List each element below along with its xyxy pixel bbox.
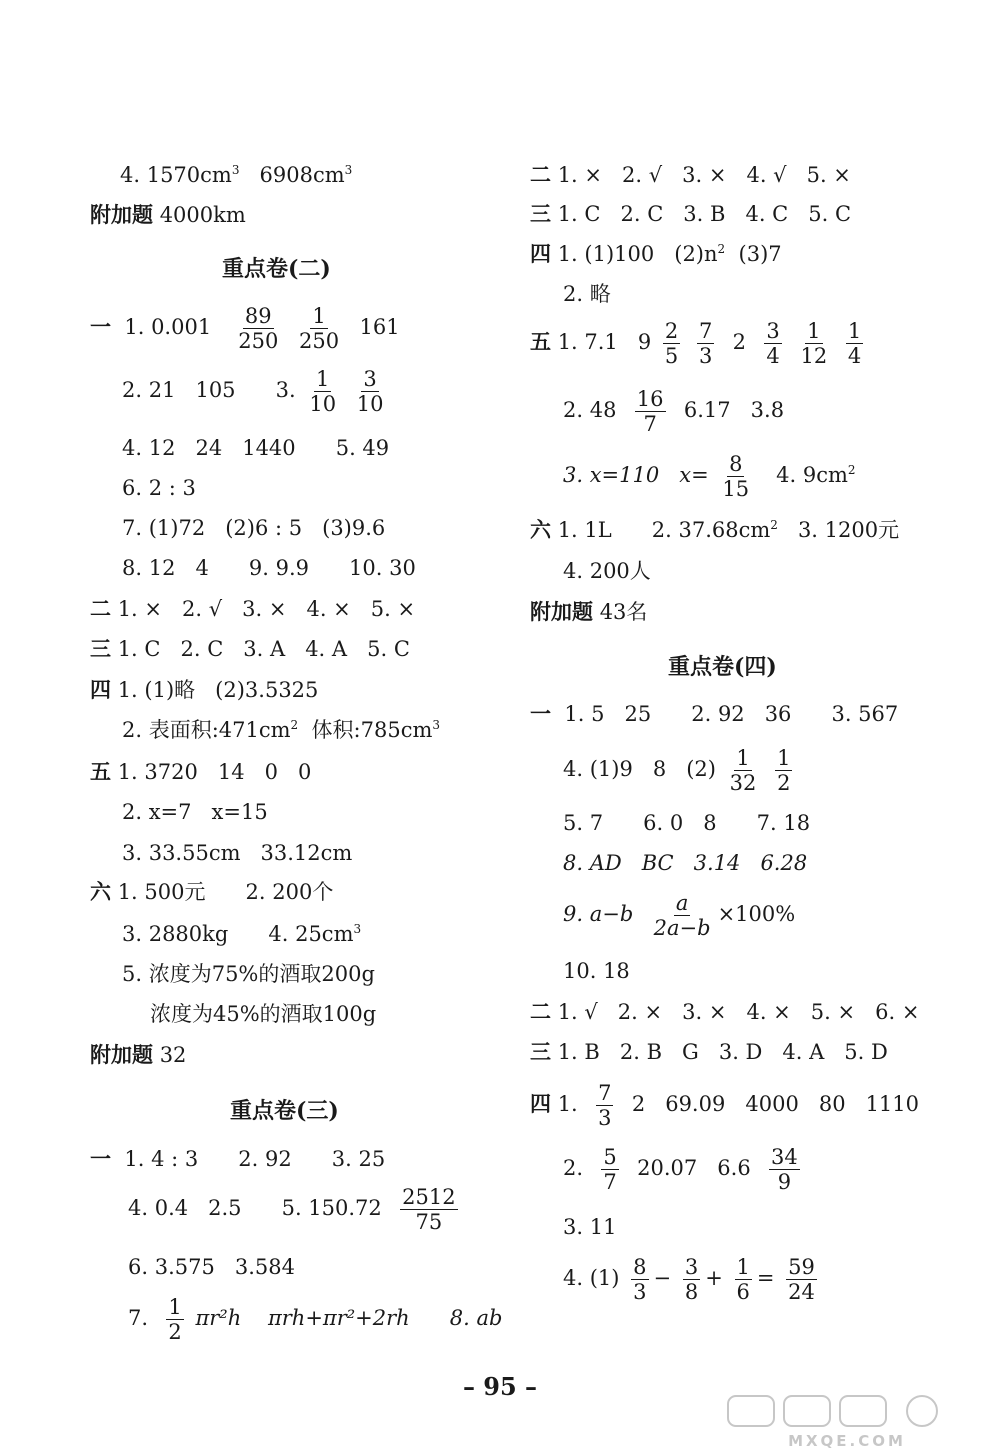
answer-line: 7. (1)72 (2)6 : 5 (3)9.6 (122, 516, 386, 540)
superscript: 2 (770, 518, 778, 532)
answer-text: 1. 0.001 (124, 315, 212, 340)
fraction (846, 320, 863, 367)
section-marker: 一 (90, 1146, 111, 1171)
answer-line (563, 388, 784, 435)
denominator: 4 (766, 344, 780, 369)
numerator: 1 (736, 1255, 750, 1279)
answer-text: 20.07 6.6 (637, 1156, 751, 1181)
fraction (775, 747, 792, 794)
numerator: 3 (684, 1255, 699, 1279)
fraction (355, 368, 386, 415)
superscript: 2 (847, 463, 856, 478)
answer-text: 1. 5 25 2. 92 36 3. 567 (564, 702, 899, 726)
fraction (307, 368, 338, 415)
superscript: 2 (717, 242, 726, 256)
numerator: 7 (698, 319, 713, 343)
answer-line (90, 880, 333, 904)
fraction (601, 1146, 618, 1193)
answer-line: 6. 2 : 3 (122, 476, 196, 500)
answer-line (90, 305, 400, 352)
bonus-line (90, 203, 246, 227)
section-title: 重点卷(四) (668, 654, 777, 680)
answer-text: 2 69.09 4000 80 1110 (631, 1092, 920, 1117)
numerator: 8 (633, 1255, 647, 1279)
denominator: 3 (633, 1280, 647, 1305)
denominator: 7 (643, 412, 657, 437)
denominator: 32 (729, 771, 757, 796)
answer-line: 3. 11 (563, 1215, 617, 1239)
answer-line (128, 1186, 463, 1233)
section-title: 重点卷(三) (230, 1098, 339, 1124)
numerator: 2512 (402, 1185, 456, 1209)
answer-text: 4. 0.4 2.5 5. 150.72 (128, 1196, 382, 1221)
answer-text: 2 (732, 330, 747, 355)
bonus-answer: 4000km (159, 203, 246, 227)
section-marker: 二 (90, 596, 111, 621)
numerator: 34 (771, 1145, 798, 1169)
answer-text: 9. a−b (563, 902, 634, 927)
section-marker: 六 (530, 517, 551, 542)
denominator: 2a−b (653, 916, 711, 941)
denominator: 9 (777, 1170, 792, 1195)
answer-line (122, 922, 361, 946)
denominator: 24 (788, 1280, 815, 1305)
answer-line: 浓度为45%的酒取100g (150, 1002, 377, 1026)
numerator: a (675, 891, 689, 915)
section-marker: 五 (530, 329, 551, 355)
answer-text: 2. (563, 1156, 584, 1181)
watermark-text: MXQE.COM (788, 1432, 906, 1450)
watermark-logo (722, 1392, 972, 1450)
answer-line (530, 163, 851, 187)
superscript: 2 (290, 718, 299, 732)
numerator: 8 (729, 452, 743, 476)
section-marker: 三 (90, 636, 111, 661)
numerator: 3 (766, 319, 780, 343)
answer-line: 6. 3.575 3.584 (128, 1255, 295, 1279)
answer-text: 1. B 2. B G 3. D 4. A 5. D (557, 1040, 888, 1064)
section-marker: 一 (530, 701, 551, 726)
numerator: 1 (312, 304, 326, 328)
fraction (786, 1256, 817, 1303)
answer-text: 2. 48 (563, 398, 617, 423)
superscript: 3 (231, 163, 240, 177)
operator: + (705, 1266, 723, 1291)
fraction (769, 1146, 800, 1193)
denominator: 10 (309, 392, 337, 417)
bonus-label: 附加题 (90, 202, 153, 227)
fraction (400, 1186, 457, 1233)
fraction (663, 320, 680, 367)
answer-text: πr²h πrh+πr²+2rh 8. ab (195, 1306, 503, 1331)
answer-text: 6.17 3.8 (683, 398, 785, 423)
section-title: 重点卷(二) (222, 256, 331, 282)
denominator: 2 (168, 1320, 182, 1345)
fraction (297, 305, 341, 352)
fraction (596, 1082, 613, 1129)
answer-line (563, 892, 795, 939)
operator: − (653, 1266, 672, 1291)
answer-text: 1. (1)100 (2)n (557, 242, 718, 266)
answer-line (530, 518, 899, 542)
numerator: 1 (316, 367, 330, 391)
answer-line: 5. 7 6. 0 8 7. 18 (563, 811, 811, 835)
fraction (635, 388, 666, 435)
section-marker: 四 (530, 241, 551, 266)
fraction (631, 1256, 648, 1303)
fraction (720, 453, 751, 500)
superscript: 3 (344, 163, 353, 177)
answer-text: ×100% (717, 902, 796, 927)
section-marker: 五 (90, 759, 111, 784)
denominator: 250 (238, 329, 279, 354)
answer-line (530, 1040, 888, 1064)
page-number: – 95 – (462, 1372, 538, 1401)
bonus-answer: 32 (159, 1043, 187, 1067)
denominator: 8 (684, 1280, 699, 1305)
answer-text: 1. 4 : 3 2. 92 3. 25 (124, 1147, 386, 1171)
answer-text: 3. x=110 x= (563, 463, 709, 488)
answer-line: 5. 浓度为75%的酒取200g (122, 962, 375, 986)
denominator: 7 (603, 1170, 617, 1195)
answer-line (90, 1147, 385, 1171)
fraction (798, 320, 829, 367)
answer-text: 6908cm (259, 163, 345, 187)
answer-text: (3)7 (738, 242, 782, 266)
answer-line (530, 702, 898, 726)
answer-text: 1. 7.1 9 (557, 330, 652, 355)
section-marker: 四 (530, 1091, 551, 1117)
fraction (236, 305, 280, 352)
numerator: 1 (168, 1295, 182, 1319)
answer-text: 1. √ 2. × 3. × 4. × 5. × 6. × (557, 1000, 920, 1024)
section-marker: 三 (530, 1039, 551, 1064)
answer-line (122, 718, 440, 742)
answer-line: 8. 12 4 9. 9.9 10. 30 (122, 556, 416, 580)
answer-line (563, 851, 807, 875)
watermark-icon (728, 1396, 937, 1426)
operator: = (756, 1266, 775, 1291)
answer-text: 2. 表面积:471cm (122, 718, 291, 742)
answer-text: 1. × 2. √ 3. × 4. × 5. × (117, 597, 416, 621)
fraction (764, 320, 781, 367)
answer-line: 10. 18 (563, 959, 630, 983)
answer-text: 1. C 2. C 3. B 4. C 5. C (557, 202, 852, 226)
answer-text: 2. 21 105 3. (122, 378, 296, 403)
denominator: 250 (299, 329, 340, 354)
answer-line: 2. x=7 x=15 (122, 800, 268, 824)
bonus-label: 附加题 (90, 1042, 153, 1067)
answer-line (563, 453, 856, 500)
denominator: 3 (598, 1106, 612, 1131)
section-marker: 二 (530, 999, 551, 1024)
answer-text: 3. 1200元 (797, 518, 900, 542)
answer-line (530, 320, 868, 367)
section-marker: 二 (530, 162, 551, 187)
numerator: 5 (603, 1145, 617, 1169)
answer-text: 7. (128, 1306, 149, 1331)
denominator: 15 (722, 477, 750, 502)
bonus-line (90, 1043, 186, 1067)
answer-line (563, 747, 797, 794)
answer-text: 3. 2880kg 4. 25cm (122, 922, 354, 946)
numerator: 1 (736, 746, 750, 770)
denominator: 3 (698, 344, 713, 369)
fraction (697, 320, 714, 367)
answer-text: 体积:785cm (311, 718, 433, 742)
answer-text: 1. × 2. √ 3. × 4. √ 5. × (557, 163, 851, 187)
answer-line: 4. 200人 (563, 559, 651, 583)
section-marker: 四 (90, 677, 111, 702)
answer-line (90, 597, 415, 621)
numerator: 1 (847, 319, 862, 343)
answer-line (122, 368, 390, 415)
numerator: 2 (664, 319, 679, 343)
numerator: 7 (598, 1081, 612, 1105)
section-marker: 六 (90, 879, 111, 904)
answer-text: 8. AD BC 3.14 6.28 (563, 851, 808, 875)
answer-text: 4. (1)9 8 (2) (563, 757, 716, 782)
answer-line (90, 760, 311, 784)
numerator: 89 (244, 304, 272, 328)
denominator: 5 (664, 344, 679, 369)
answer-text: 1. 500元 2. 200个 (117, 880, 334, 904)
fraction (728, 747, 759, 794)
numerator: 1 (777, 746, 791, 770)
bonus-line (530, 600, 647, 624)
superscript: 3 (353, 922, 362, 936)
numerator: 16 (636, 387, 664, 411)
bonus-answer: 43名 (599, 600, 648, 624)
superscript: 3 (432, 718, 441, 732)
denominator: 10 (356, 392, 384, 417)
answer-line (563, 1146, 805, 1193)
fraction (652, 892, 713, 939)
answer-text: 1. 3720 14 0 0 (117, 760, 312, 784)
answer-text: 4. (1) (563, 1266, 620, 1291)
answer-text: 1. (1)略 (2)3.5325 (117, 678, 319, 702)
answer-line (530, 1082, 919, 1129)
fraction (735, 1256, 752, 1303)
denominator: 6 (736, 1280, 750, 1305)
numerator: 1 (807, 319, 821, 343)
answer-line (128, 1296, 502, 1343)
answer-text: 1. C 2. C 3. A 4. A 5. C (117, 637, 410, 661)
numerator: 59 (788, 1255, 815, 1279)
answer-text: 4. 1570cm (120, 163, 232, 187)
answer-line (90, 637, 410, 661)
fraction (683, 1256, 700, 1303)
denominator: 4 (847, 344, 862, 369)
bonus-label: 附加题 (530, 599, 593, 624)
answer-line (90, 678, 318, 702)
fraction (166, 1296, 183, 1343)
answer-text: 161 (359, 315, 400, 340)
answer-line: 2. 略 (563, 282, 611, 306)
answer-line (530, 242, 782, 266)
section-marker: 三 (530, 201, 551, 226)
answer-text: 1. (557, 1092, 578, 1117)
denominator: 75 (415, 1210, 443, 1235)
answer-text: 1. 1L 2. 37.68cm (557, 518, 771, 542)
answer-line: 4. 12 24 1440 5. 49 (122, 436, 390, 460)
section-marker: 一 (90, 314, 111, 340)
answer-text: 4. 9cm (776, 463, 848, 488)
answer-line: 3. 33.55cm 33.12cm (122, 841, 353, 865)
answer-line (120, 163, 352, 187)
answer-line (563, 1256, 822, 1303)
denominator: 12 (800, 344, 828, 369)
answer-line (530, 1000, 919, 1024)
answer-line (530, 202, 851, 226)
denominator: 2 (777, 771, 791, 796)
numerator: 3 (363, 367, 377, 391)
